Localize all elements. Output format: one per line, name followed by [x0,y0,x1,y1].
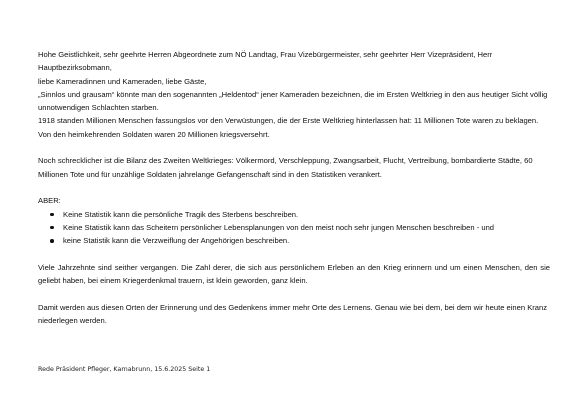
list-item [38,221,550,234]
intro-paragraph: „Sinnlos und grausam“ könnte man den sogenannten „Heldentod“ jener Kameraden bezeichnen, die im Ersten Weltkrieg in den aus heutiger Sicht völlig unnotwendigen Schlachten starben. [38,89,548,113]
greeting-line-1: Hohe Geistlichkeit, sehr geehrte Herren Abgeordnete zum NÖ Landtag, Frau Vizebürgermeister, sehr geehrter Herr Vizepräsident, Herr Hauptbezirksobmann, [38,50,493,73]
decades-paragraph: Viele Jahrzehnte sind seither vergangen. Die Zahl derer, die sich aus persönlichem Erleben an den Krieg erinnern und um einen Menschen, den sie geliebt haben, bei einem Kriegerdenkmal trauern, ist klein geworden, ganz klein. [38,262,550,286]
closing-paragraph: Damit werden aus diesen Orten der Erinnerung und des Gedenkens immer mehr Orte des Lernens. Genau wie bei dem, bei dem wir heute einen Kranz niederlegen werden. [38,302,548,325]
list-item-text: Keine Statistik kann das Scheitern persönlicher Lebensplanungen von den meist noch sehr jungen Menschen beschreiben - und [63,222,495,232]
list-item [38,234,550,247]
document-page [38,48,550,327]
bullet-icon [50,226,54,230]
aber-heading: ABER: [38,196,61,206]
spacer [38,141,550,154]
spacer [38,181,550,194]
ww2-paragraph: Noch schrecklicher ist die Bilanz des Zweiten Weltkrieges: Völkermord, Verschleppung, Zwangsarbeit, Flucht, Vertreibung, bombardierte Städte, 60 Millionen Tote und für unzählige Soldaten jahrelange Gefangenschaft sind in den Statistiken verankert. [38,156,533,179]
ww1-paragraph: 1918 standen Millionen Menschen fassungslos vor den Verwüstungen, die der Erste Weltkrieg hinterlassen hat: 11 Millionen Tote waren zu beklagen. Von den heimkehrenden Soldaten waren 20 Millionen kriegsversehrt. [38,116,539,139]
spacer [38,247,550,260]
spacer [38,287,550,300]
statistics-list [38,208,550,248]
list-item-text: keine Statistik kann die Verzweiflung der Angehörigen beschreiben. [63,236,290,246]
greeting-line-2: liebe Kameradinnen und Kameraden, liebe Gäste, [38,76,207,86]
list-item [38,208,550,221]
list-item-text: Keine Statistik kann die persönliche Tragik des Sterbens beschreiben. [63,209,299,219]
bullet-icon [50,213,54,217]
page-footer: Rede Präsident Pfleger, Karnabrunn, 15.6.2025 Seite 1 [38,366,211,373]
bullet-icon [50,239,54,243]
